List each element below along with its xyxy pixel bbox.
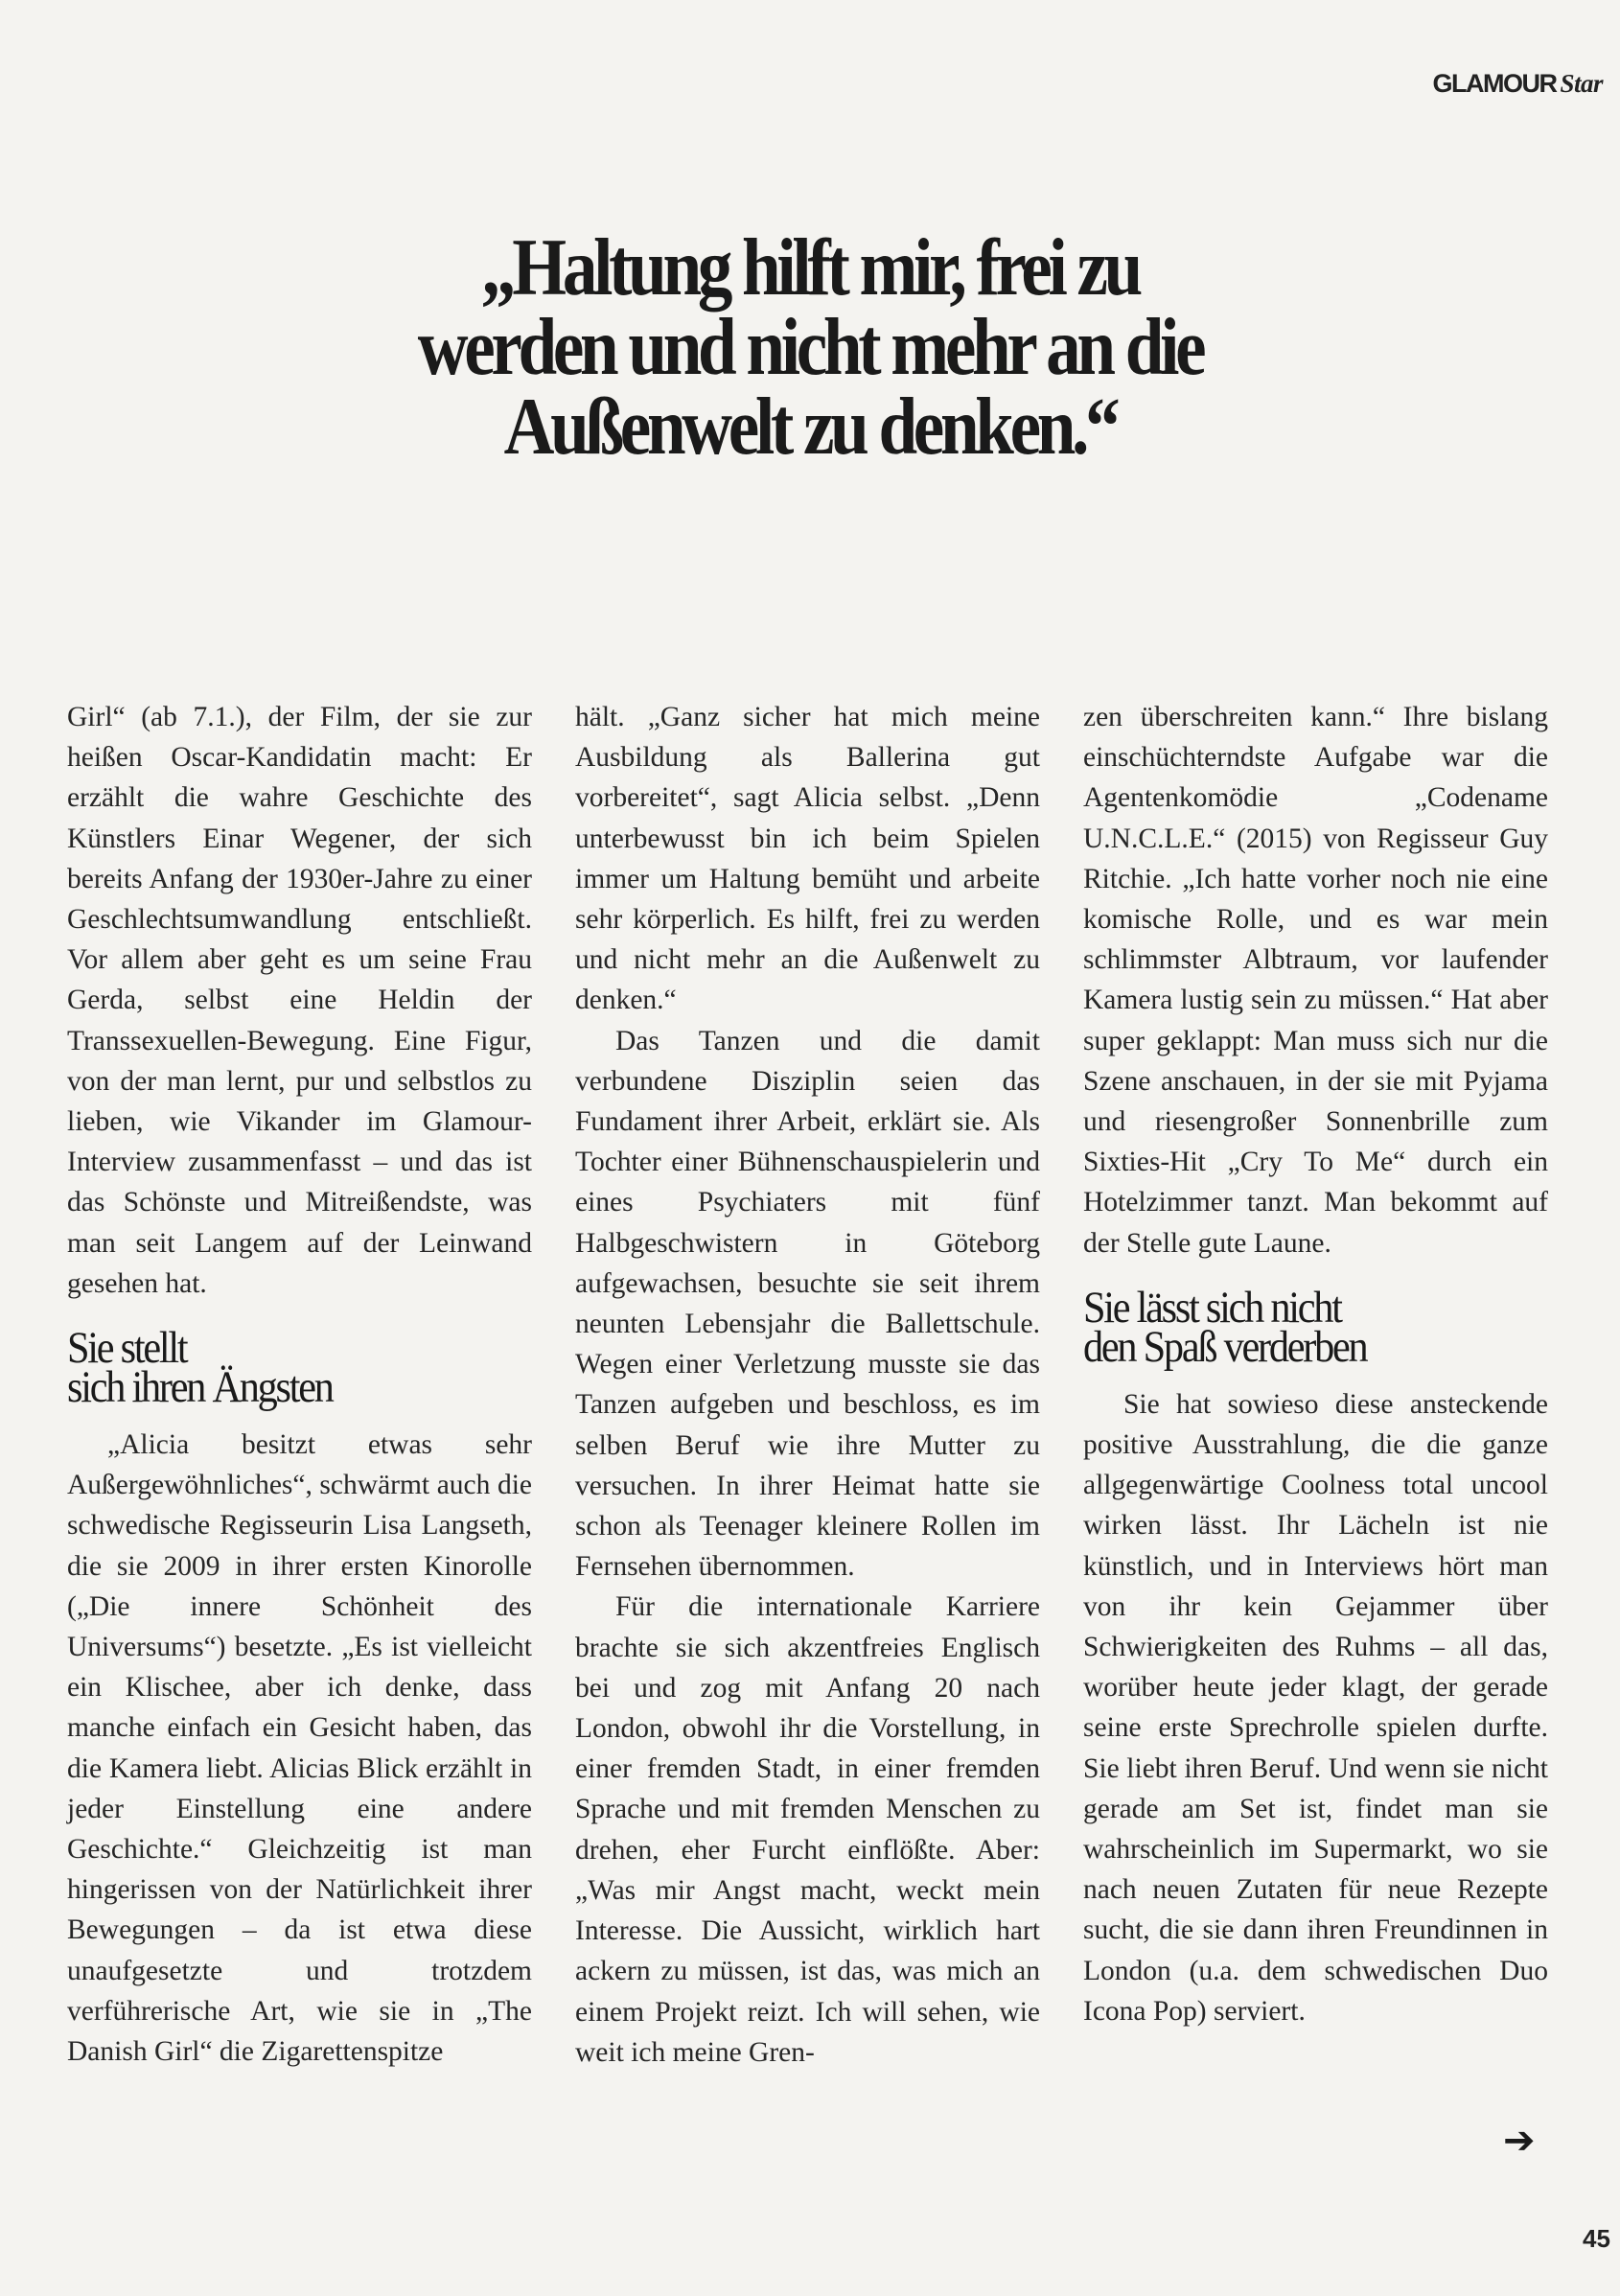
subheading-line: den Spaß verderben (1083, 1321, 1367, 1372)
article-column-3 (1083, 697, 1548, 2031)
pull-quote-line: werden und nicht mehr an die (417, 302, 1203, 392)
masthead-brand: GLAMOUR (1432, 69, 1557, 98)
article-column-1 (67, 697, 532, 2072)
body-paragraph: hält. „Ganz sicher hat mich meine Ausbildung als Ballerina gut vorbereitet“, sagt Alicia selbst. „Denn unterbewusst bin ich beim Spielen immer um Haltung bemüht und arbeite sehr körperlich. Es hilft, frei zu werden und nicht mehr an die Außenwelt zu denken.“ (575, 702, 1040, 1016)
body-paragraph: zen überschreiten kann.“ Ihre bislang einschüchterndste Aufgabe war die Agentenkomödie „Codename U.N.C.L.E.“ (2015) von Regisseur Guy Ritchie. „Ich hatte vorher noch nie eine komische Rolle, und es war mein schlimmster Albtraum, vor laufender Kamera lustig sein zu müssen.“ Hat aber super geklappt: Man muss sich nur die Szene anschauen, in der sie mit Pyjama und riesengroßer Sonnenbrille zum Sixties-Hit „Cry To Me“ durch ein Hotelzimmer tanzt. Man bekommt auf der Stelle gute Laune. (1083, 702, 1548, 1259)
pull-quote-line: Außenwelt zu denken.“ (503, 382, 1117, 472)
body-paragraph: Sie hat sowieso diese ansteckende positive Ausstrahlung, die die ganze allgegenwärtige Coolness total uncool wirken lässt. Ihr Lächeln ist nie künstlich, und in Interviews hört man von ihr kein Gejammer über Schwierigkeiten des Ruhms – all das, worüber heute jeder klagt, der gerade seine erste Sprechrolle spielen durfte. Sie liebt ihren Beruf. Und wenn sie nicht gerade am Set ist, findet man sie wahrscheinlich im Supermarkt, wo sie nach neuen Zutaten für neue Rezepte sucht, die sie dann ihren Freundinnen in London (u.a. dem schwedischen Duo Icona Pop) serviert. (1083, 1388, 1548, 2027)
body-paragraph: „Alicia besitzt etwas sehr Außergewöhnliches“, schwärmt auch die schwedische Regisseurin Lisa Langseth, die sie 2009 in ihrer ersten Kinorolle („Die innere Schönheit des Universums“) besetzte. „Es ist vielleicht ein Klischee, aber ich denke, dass manche einfach ein Gesicht haben, das die Kamera liebt. Alicias Blick erzählt in jeder Einstellung eine andere Geschichte.“ Gleichzeitig ist man hingerissen von der Natürlichkeit ihrer Bewegungen – da ist etwa diese unaufgesetzte und trotzdem verführerische Art, wie sie in „The Danish Girl“ die Zigarettenspitze (67, 1429, 532, 2068)
magazine-masthead (1432, 69, 1603, 99)
article-column-2 (575, 697, 1040, 2073)
body-paragraph: Girl“ (ab 7.1.), der Film, der sie zur heißen Oscar-Kandidatin macht: Er erzählt die wahre Geschichte des Künstlers Einar Wegener, der sich bereits Anfang der 1930er-Jahre zu einer Geschlechtsumwandlung entschließt. Vor allem aber geht es um seine Frau Gerda, selbst eine Heldin der Transsexuellen-Bewegung. Eine Figur, von der man lernt, pur und selbstlos zu lieben, wie Vikander im Glamour-Interview zusammenfasst – und das ist das Schönste und Mitreißendste, was man seit Langem auf der Leinwand gesehen hat. (67, 702, 532, 1299)
section-subheading (67, 1323, 486, 1413)
subheading-line: Sie stellt (67, 1323, 187, 1374)
page-number: 45 (1583, 2224, 1610, 2253)
masthead-section: Star (1560, 69, 1603, 98)
pull-quote (319, 222, 1300, 472)
continue-arrow-icon: ➔ (1503, 2119, 1536, 2163)
subheading-line: Sie lässt sich nicht (1083, 1282, 1341, 1333)
section-subheading (1083, 1282, 1502, 1372)
subheading-line: sich ihren Ängsten (67, 1362, 333, 1413)
body-paragraph: Das Tanzen und die damit verbundene Disziplin seien das Fundament ihrer Arbeit, erklärt sie. Als Tochter einer Bühnenschauspielerin und eines Psychiaters mit fünf Halbgeschwistern in Göteborg aufgewachsen, besuchte sie seit ihrem neunten Lebensjahr die Ballettschule. Wegen einer Verletzung musste sie das Tanzen aufgeben und beschloss, es im selben Beruf wie ihre Mutter zu versuchen. In ihrer Heimat hatte sie schon als Teenager kleinere Rollen im Fernsehen übernommen. (575, 1025, 1040, 1583)
pull-quote-line: „Haltung hilft mir, frei zu (481, 222, 1139, 313)
body-paragraph: Für die internationale Karriere brachte sie sich akzentfreies Englisch bei und zog mit Anfang 20 nach London, obwohl ihr die Vorstellung, in einer fremden Stadt, in einer fremden Sprache und mit fremden Menschen zu drehen, eher Furcht einflößte. Aber: „Was mir Angst macht, weckt mein Interesse. Die Aussicht, wirklich hart ackern zu müssen, ist das, was mich an einem Projekt reizt. Ich will sehen, wie weit ich meine Gren- (575, 1591, 1040, 2068)
